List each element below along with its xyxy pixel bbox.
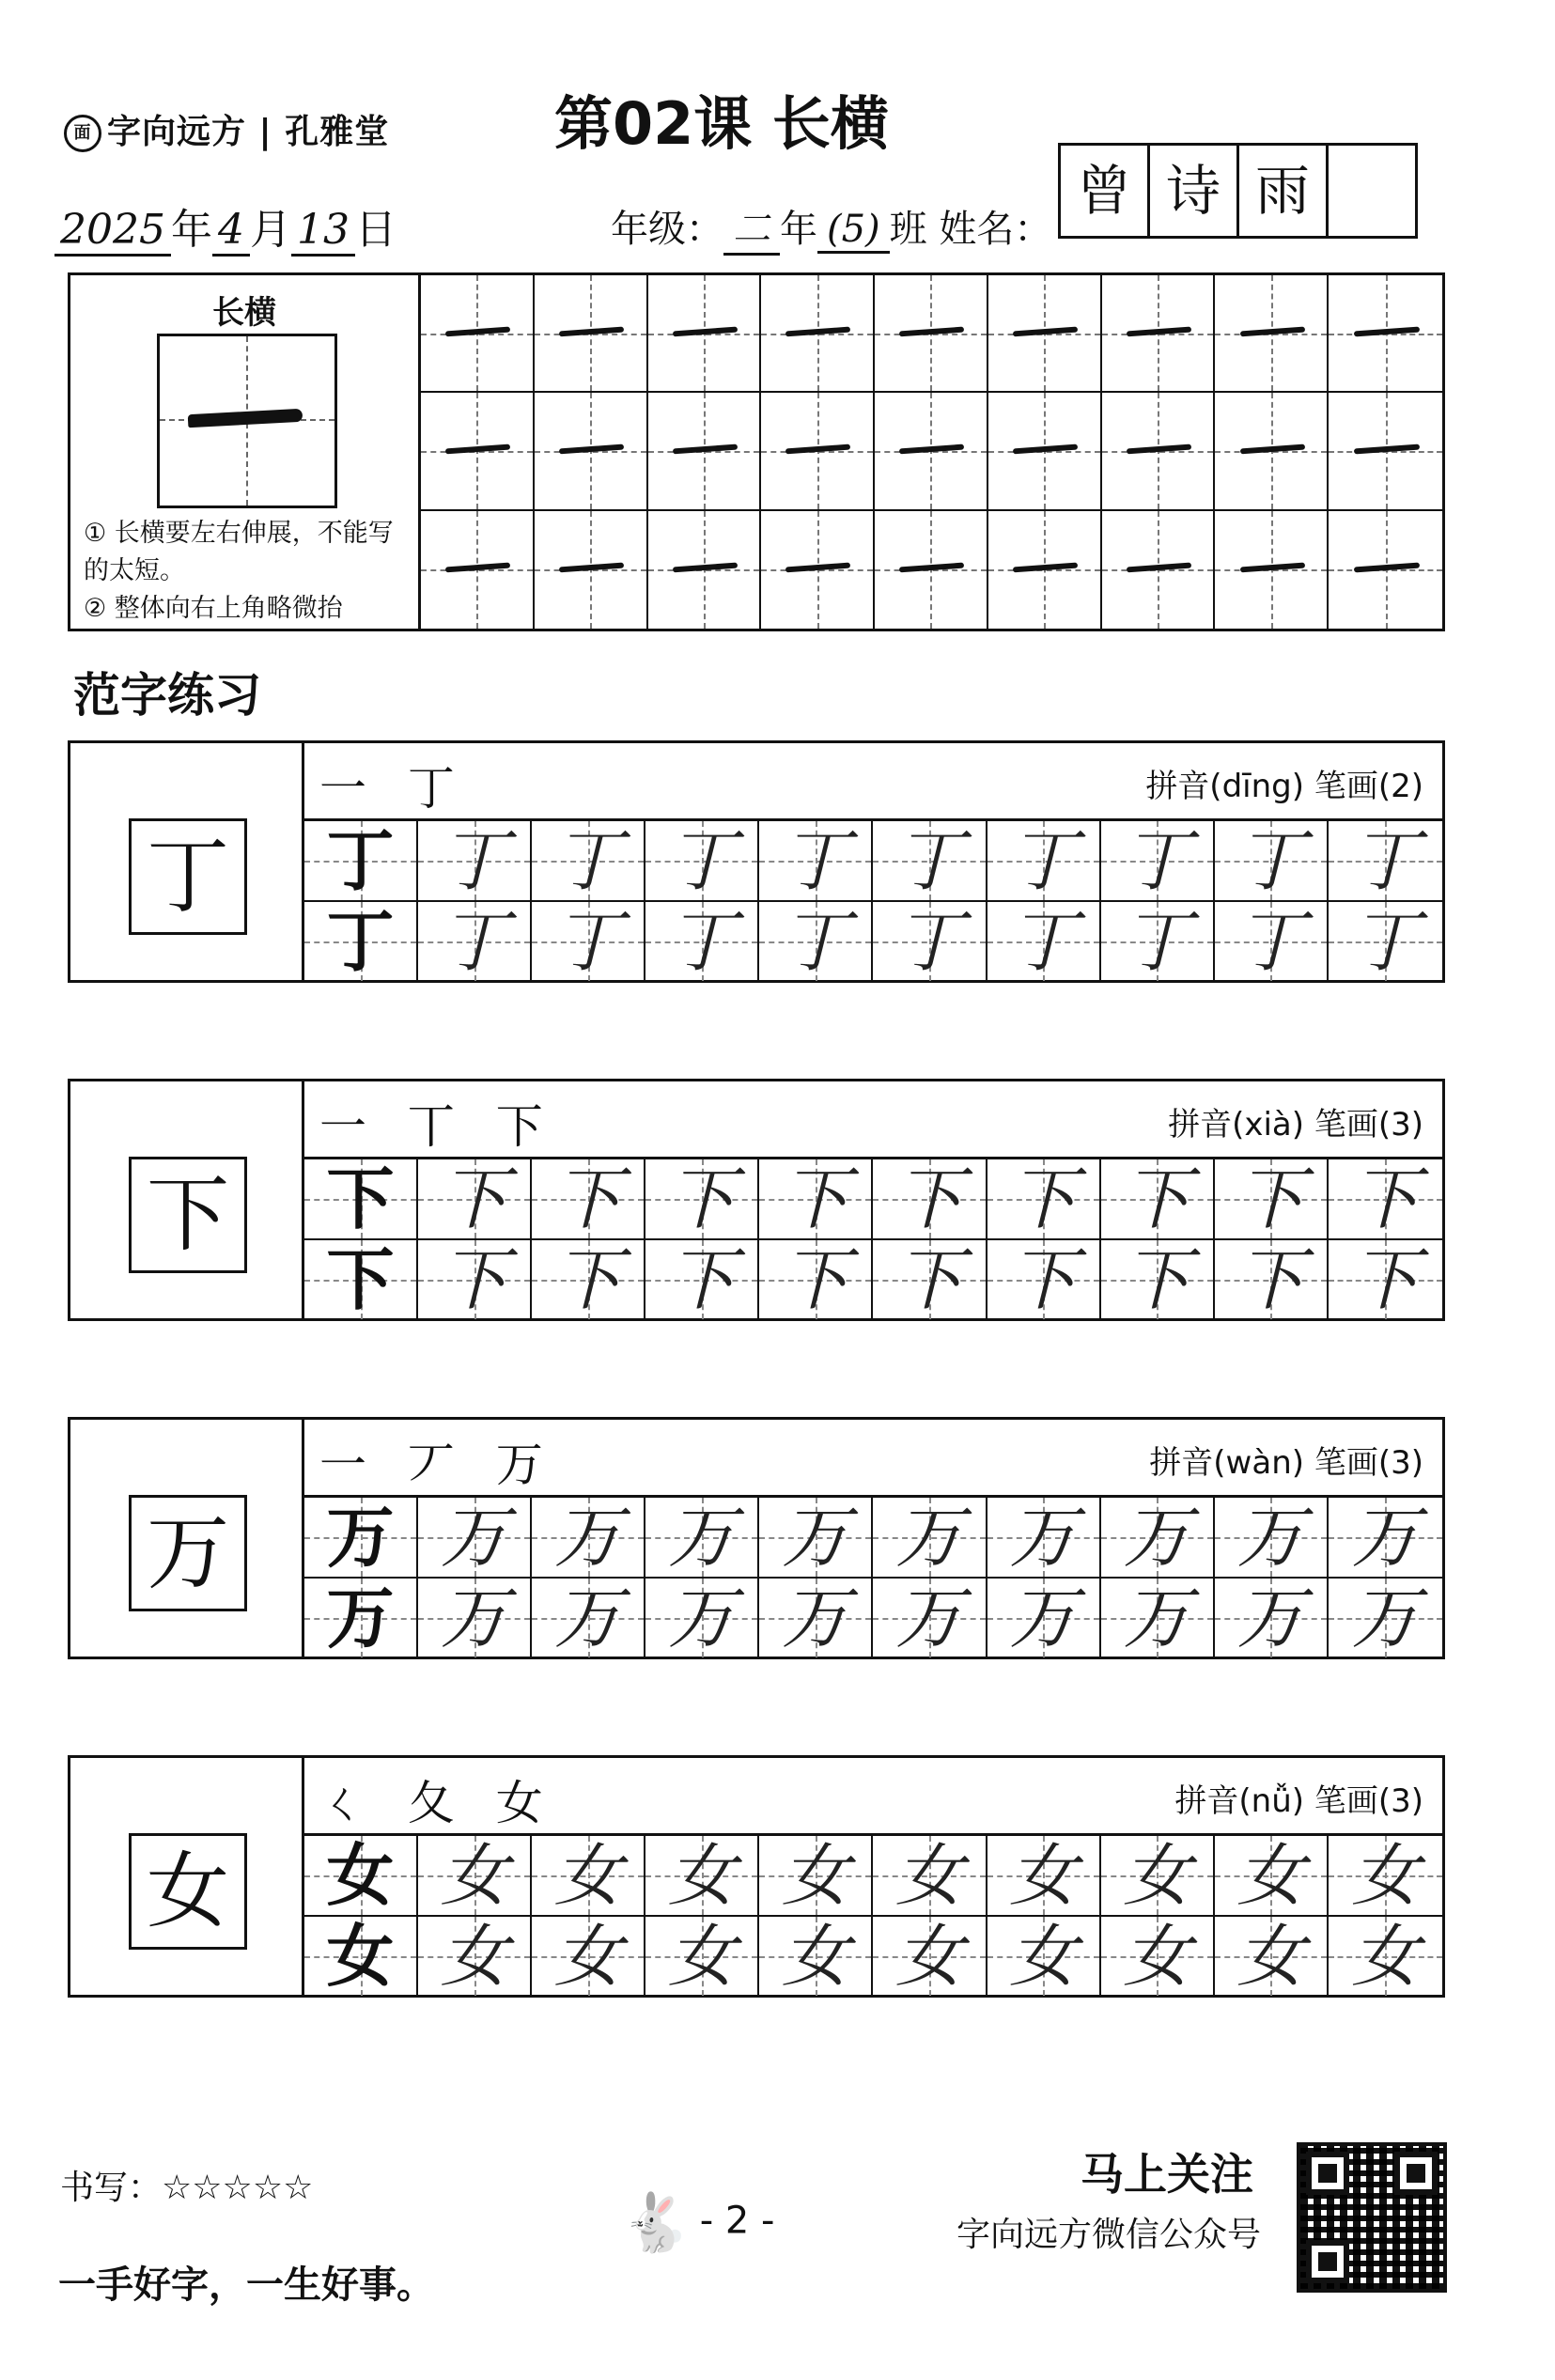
name-char-4 <box>1329 146 1415 236</box>
model-char-panel <box>70 1081 304 1318</box>
practice-char: 下 <box>1123 1159 1191 1238</box>
practice-char: 万 <box>440 1579 508 1657</box>
practice-cell <box>873 1240 987 1319</box>
practice-char: 万 <box>1236 1498 1305 1577</box>
horizontal-stroke-mark <box>1127 326 1191 336</box>
practice-char: 丁 <box>781 902 849 981</box>
practice-cell <box>1329 902 1442 981</box>
char-meta <box>1168 1098 1423 1144</box>
practice-char: 丁 <box>1123 902 1191 981</box>
practice-char: 丁 <box>667 821 736 900</box>
practice-char: 女 <box>1236 1917 1305 1996</box>
horizontal-stroke-mark <box>559 563 624 573</box>
stroke-practice-cell <box>1329 393 1442 510</box>
practice-cell <box>532 902 645 981</box>
date-month: 4 <box>212 206 250 257</box>
practice-char: 女 <box>553 1917 622 1996</box>
practice-char: 下 <box>781 1240 849 1319</box>
char-block-4 <box>68 1755 1445 1998</box>
practice-cell <box>759 1917 873 1996</box>
practice-char: 万 <box>1123 1579 1191 1657</box>
horizontal-stroke-mark <box>445 326 510 336</box>
practice-cell <box>1101 1917 1215 1996</box>
practice-cell <box>987 1917 1101 1996</box>
practice-cell <box>1215 1836 1329 1917</box>
practice-cell <box>987 1159 1101 1240</box>
logo-mark: 面 <box>64 115 101 152</box>
horizontal-stroke-mark <box>1354 444 1420 455</box>
practice-cell <box>987 1579 1101 1657</box>
writing-rating: 书写：☆☆☆☆☆ <box>60 2169 314 2207</box>
practice-char: 万 <box>326 1497 395 1577</box>
practice-char: 万 <box>1009 1579 1078 1657</box>
stroke-practice-cell <box>988 275 1102 393</box>
practice-char: 万 <box>326 1578 395 1657</box>
model-char-panel <box>70 1758 304 1995</box>
char-header <box>304 1758 1442 1836</box>
horizontal-stroke-mark <box>785 326 850 336</box>
section-title: 范字练习 <box>73 668 261 723</box>
pinyin-label: 拼音(xià) <box>1168 1106 1305 1143</box>
practice-char: 下 <box>440 1240 508 1319</box>
stroke-practice-cell <box>421 275 535 393</box>
stroke-practice-cell <box>1215 393 1329 510</box>
horizontal-stroke-mark <box>899 326 964 336</box>
practice-cell <box>418 1159 532 1240</box>
horizontal-stroke-mark <box>899 444 964 455</box>
practice-rows <box>304 1498 1442 1657</box>
practice-char: 女 <box>667 1917 736 1996</box>
horizontal-stroke-mark <box>445 444 510 455</box>
qr-code-icon[interactable] <box>1297 2142 1447 2293</box>
name-char-2: 诗 <box>1150 146 1239 236</box>
model-char: 万 <box>129 1495 247 1611</box>
practice-cell <box>1101 1159 1215 1240</box>
stroke-practice-cell <box>535 511 648 629</box>
model-practice-cell <box>304 1836 418 1917</box>
practice-char: 万 <box>553 1579 622 1657</box>
horizontal-stroke-mark <box>673 563 738 573</box>
strokes-label: 笔画(2) <box>1314 768 1423 805</box>
practice-char: 丁 <box>1009 902 1078 981</box>
char-block-2 <box>68 1079 1445 1321</box>
model-practice-cell <box>304 1917 418 1996</box>
stroke-practice-cell <box>988 511 1102 629</box>
horizontal-stroke-mark <box>1239 444 1304 455</box>
practice-char: 女 <box>1236 1836 1305 1915</box>
stroke-practice-cell <box>875 393 988 510</box>
stroke-practice-cell <box>761 393 875 510</box>
day-label: 日 <box>354 206 397 254</box>
model-practice-cell <box>304 1579 418 1657</box>
practice-char: 丁 <box>553 821 622 900</box>
char-meta <box>1145 760 1423 806</box>
practice-cell <box>418 821 532 902</box>
horizontal-stroke-mark <box>785 444 850 455</box>
grade-unit: 年 <box>780 208 817 251</box>
practice-char: 女 <box>895 1836 964 1915</box>
grade-value: 二 <box>723 199 780 256</box>
practice-char: 丁 <box>1236 902 1305 981</box>
practice-rows <box>304 1159 1442 1318</box>
practice-char: 万 <box>440 1498 508 1577</box>
practice-rows <box>304 821 1442 980</box>
pinyin-label: 拼音(wàn) <box>1149 1444 1305 1482</box>
stroke-practice-cell <box>1102 275 1216 393</box>
stroke-order: 一 丁 <box>319 761 468 816</box>
stroke-practice-cell <box>875 511 988 629</box>
stroke-practice-cell <box>1329 275 1442 393</box>
practice-char: 下 <box>326 1159 395 1238</box>
horizontal-stroke-mark <box>785 563 850 573</box>
practice-char: 女 <box>440 1917 508 1996</box>
practice-cell <box>759 1159 873 1240</box>
strokes-label: 笔画(3) <box>1314 1106 1423 1143</box>
practice-cell <box>987 1498 1101 1579</box>
stroke-practice-grid <box>421 275 1442 629</box>
practice-rows <box>304 1836 1442 1995</box>
stroke-practice-cell <box>535 275 648 393</box>
stroke-practice-cell <box>988 393 1102 510</box>
practice-char: 丁 <box>1123 821 1191 900</box>
char-header <box>304 1420 1442 1498</box>
stroke-practice-block <box>68 272 1445 631</box>
pinyin-label: 拼音(nǚ) <box>1174 1782 1305 1820</box>
char-meta <box>1149 1437 1423 1483</box>
horizontal-stroke-mark <box>1013 326 1078 336</box>
model-practice-cell <box>304 1240 418 1319</box>
practice-cell <box>532 821 645 902</box>
practice-cell <box>418 1498 532 1579</box>
horizontal-stroke-mark <box>1354 563 1420 573</box>
practice-char: 下 <box>553 1240 622 1319</box>
practice-cell <box>873 821 987 902</box>
practice-char: 万 <box>1123 1498 1191 1577</box>
stroke-note-2: ② 整体向右上角略微抬 <box>84 594 343 623</box>
stroke-practice-cell <box>875 275 988 393</box>
stroke-practice-cell <box>1215 275 1329 393</box>
date-line <box>54 195 397 257</box>
name-char-1: 曾 <box>1061 146 1150 236</box>
practice-char: 下 <box>1236 1240 1305 1319</box>
practice-char: 女 <box>1351 1836 1420 1915</box>
stroke-practice-cell <box>421 511 535 629</box>
practice-cell <box>1329 821 1442 902</box>
practice-char: 丁 <box>895 821 964 900</box>
publisher-logo <box>64 105 389 153</box>
practice-char: 丁 <box>1236 821 1305 900</box>
practice-cell <box>1101 1579 1215 1657</box>
practice-char: 万 <box>781 1498 849 1577</box>
horizontal-stroke-mark <box>559 444 624 455</box>
practice-cell <box>532 1498 645 1579</box>
stroke-practice-cell <box>1102 393 1216 510</box>
model-practice-cell <box>304 1498 418 1579</box>
practice-char: 女 <box>781 1917 849 1996</box>
practice-cell <box>645 1159 759 1240</box>
practice-char: 万 <box>1236 1579 1305 1657</box>
class-value: (5) <box>817 208 890 254</box>
char-header <box>304 743 1442 821</box>
model-char-panel <box>70 1420 304 1657</box>
char-header <box>304 1081 1442 1159</box>
stroke-order: ㄑ 夂 女 <box>319 1776 556 1830</box>
practice-cell <box>1329 1836 1442 1917</box>
horizontal-stroke-mark <box>899 563 964 573</box>
name-label: 姓名： <box>939 208 1052 251</box>
logo-text: 字向远方 | 孔雅堂 <box>107 113 390 151</box>
practice-char: 丁 <box>1351 821 1420 900</box>
horizontal-stroke-mark <box>673 326 738 336</box>
practice-cell <box>759 821 873 902</box>
practice-cell <box>418 1917 532 1996</box>
horizontal-stroke-mark <box>1013 563 1078 573</box>
practice-char: 万 <box>667 1579 736 1657</box>
practice-cell <box>418 1240 532 1319</box>
practice-cell <box>645 1579 759 1657</box>
stroke-practice-cell <box>648 511 762 629</box>
practice-cell <box>532 1836 645 1917</box>
practice-char: 万 <box>553 1498 622 1577</box>
practice-char: 下 <box>1351 1159 1420 1238</box>
practice-cell <box>987 821 1101 902</box>
practice-cell <box>873 1917 987 1996</box>
practice-char: 丁 <box>440 902 508 981</box>
practice-char: 女 <box>440 1836 508 1915</box>
practice-cell <box>532 1240 645 1319</box>
grade-label: 年级： <box>611 208 723 251</box>
practice-cell <box>645 1836 759 1917</box>
practice-char: 女 <box>1009 1917 1078 1996</box>
practice-char: 女 <box>667 1836 736 1915</box>
stroke-practice-cell <box>761 275 875 393</box>
lesson-title: 第02课 长横 <box>554 89 889 158</box>
practice-cell <box>418 1836 532 1917</box>
horizontal-stroke-mark <box>1127 444 1191 455</box>
motto: 一手好字，一生好事。 <box>58 2263 434 2307</box>
strokes-label: 笔画(3) <box>1314 1782 1423 1820</box>
practice-char: 女 <box>1123 1917 1191 1996</box>
model-practice-cell <box>304 1159 418 1240</box>
practice-char: 女 <box>895 1917 964 1996</box>
practice-cell <box>645 821 759 902</box>
practice-char: 丁 <box>440 821 508 900</box>
practice-cell <box>987 902 1101 981</box>
practice-char: 下 <box>1351 1240 1420 1319</box>
practice-char: 女 <box>1009 1836 1078 1915</box>
practice-cell <box>1101 821 1215 902</box>
horizontal-stroke-mark <box>673 444 738 455</box>
practice-cell <box>873 1159 987 1240</box>
practice-char: 下 <box>667 1159 736 1238</box>
practice-cell <box>1101 1836 1215 1917</box>
practice-cell <box>1215 902 1329 981</box>
practice-char: 下 <box>1123 1240 1191 1319</box>
class-info <box>611 199 1051 256</box>
stroke-practice-cell <box>535 393 648 510</box>
practice-cell <box>532 1917 645 1996</box>
practice-char: 丁 <box>1009 821 1078 900</box>
stroke-practice-cell <box>1215 511 1329 629</box>
date-year: 2025 <box>54 206 171 257</box>
model-practice-cell <box>304 902 418 981</box>
char-block-3 <box>68 1417 1445 1659</box>
practice-char: 万 <box>781 1579 849 1657</box>
month-label: 月 <box>249 206 291 254</box>
stroke-notes <box>84 515 412 628</box>
date-day: 13 <box>291 206 355 257</box>
practice-cell <box>1215 1498 1329 1579</box>
practice-char: 丁 <box>781 821 849 900</box>
follow-text: 马上关注 <box>1081 2149 1253 2200</box>
practice-char: 丁 <box>1351 902 1420 981</box>
pinyin-label: 拼音(dīng) <box>1145 768 1305 805</box>
stroke-info-panel <box>70 275 421 629</box>
practice-char: 下 <box>895 1240 964 1319</box>
stroke-practice-cell <box>648 275 762 393</box>
practice-char: 万 <box>667 1498 736 1577</box>
page-number-area <box>620 2189 774 2256</box>
horizontal-stroke-mark <box>559 326 624 336</box>
practice-char: 丁 <box>667 902 736 981</box>
stroke-practice-cell <box>648 393 762 510</box>
practice-cell <box>759 1579 873 1657</box>
name-char-3: 雨 <box>1239 146 1329 236</box>
practice-cell <box>1215 1240 1329 1319</box>
practice-char: 下 <box>326 1239 395 1319</box>
stroke-practice-cell <box>1102 511 1216 629</box>
practice-cell <box>418 1579 532 1657</box>
model-char: 丁 <box>129 818 247 935</box>
practice-char: 下 <box>1009 1159 1078 1238</box>
stroke-label: 长横 <box>212 294 276 332</box>
practice-char: 下 <box>895 1159 964 1238</box>
horizontal-stroke-mark <box>1013 444 1078 455</box>
model-char: 下 <box>129 1157 247 1273</box>
practice-char: 女 <box>553 1836 622 1915</box>
practice-char: 下 <box>1009 1240 1078 1319</box>
practice-cell <box>532 1159 645 1240</box>
page-number: - 2 - <box>699 2199 775 2243</box>
practice-char: 女 <box>326 1916 395 1996</box>
practice-char: 万 <box>895 1498 964 1577</box>
stroke-order: 一 丅 下 <box>319 1099 556 1154</box>
practice-cell <box>759 1240 873 1319</box>
horizontal-stroke-mark <box>1239 326 1304 336</box>
practice-cell <box>759 902 873 981</box>
practice-cell <box>645 1240 759 1319</box>
practice-cell <box>873 1498 987 1579</box>
practice-cell <box>1215 821 1329 902</box>
practice-char: 丁 <box>326 901 395 981</box>
stroke-order: 一 丆 万 <box>319 1438 556 1492</box>
practice-char: 丁 <box>553 902 622 981</box>
stroke-practice-cell <box>1329 511 1442 629</box>
practice-cell <box>987 1240 1101 1319</box>
practice-cell <box>1215 1159 1329 1240</box>
practice-cell <box>759 1836 873 1917</box>
strokes-label: 笔画(3) <box>1314 1444 1423 1482</box>
stroke-practice-cell <box>421 393 535 510</box>
practice-cell <box>1215 1579 1329 1657</box>
practice-char: 女 <box>1123 1836 1191 1915</box>
practice-char: 下 <box>440 1159 508 1238</box>
student-name-boxes <box>1058 143 1418 239</box>
practice-cell <box>645 1498 759 1579</box>
practice-char: 女 <box>781 1836 849 1915</box>
horizontal-stroke-mark <box>445 563 510 573</box>
practice-cell <box>1329 1240 1442 1319</box>
horizontal-stroke-mark <box>1239 563 1304 573</box>
practice-char: 万 <box>1351 1579 1420 1657</box>
practice-cell <box>1329 1498 1442 1579</box>
practice-cell <box>645 902 759 981</box>
year-label: 年 <box>170 206 212 254</box>
practice-char: 万 <box>1351 1498 1420 1577</box>
practice-char: 下 <box>667 1240 736 1319</box>
practice-cell <box>1101 1240 1215 1319</box>
practice-cell <box>1101 1498 1215 1579</box>
practice-char: 万 <box>1009 1498 1078 1577</box>
char-block-1 <box>68 740 1445 983</box>
practice-char: 丁 <box>326 820 395 900</box>
char-meta <box>1174 1775 1423 1821</box>
model-char: 女 <box>129 1833 247 1950</box>
practice-char: 女 <box>326 1835 395 1915</box>
practice-cell <box>532 1579 645 1657</box>
practice-char: 下 <box>1236 1159 1305 1238</box>
practice-cell <box>418 902 532 981</box>
practice-char: 万 <box>895 1579 964 1657</box>
model-char-panel <box>70 743 304 980</box>
practice-cell <box>873 902 987 981</box>
practice-cell <box>1329 1579 1442 1657</box>
practice-char: 下 <box>781 1159 849 1238</box>
practice-cell <box>1329 1917 1442 1996</box>
practice-cell <box>759 1498 873 1579</box>
practice-cell <box>987 1836 1101 1917</box>
horizontal-stroke-mark <box>1354 326 1420 336</box>
practice-cell <box>1215 1917 1329 1996</box>
wechat-account-text: 字向远方微信公众号 <box>956 2216 1262 2254</box>
stroke-demo-diagram <box>157 334 337 508</box>
practice-cell <box>1101 902 1215 981</box>
practice-cell <box>873 1836 987 1917</box>
class-unit: 班 <box>889 208 927 251</box>
model-practice-cell <box>304 821 418 902</box>
long-horizontal-stroke-illustration <box>188 409 303 428</box>
rabbit-icon: 🐇 <box>620 2190 691 2256</box>
practice-cell <box>873 1579 987 1657</box>
horizontal-stroke-mark <box>1127 563 1191 573</box>
practice-cell <box>1329 1159 1442 1240</box>
stroke-note-1: ① 长横要左右伸展，不能写的太短。 <box>84 519 394 585</box>
stroke-practice-cell <box>761 511 875 629</box>
practice-char: 丁 <box>895 902 964 981</box>
practice-char: 下 <box>553 1159 622 1238</box>
practice-cell <box>645 1917 759 1996</box>
practice-char: 女 <box>1351 1917 1420 1996</box>
